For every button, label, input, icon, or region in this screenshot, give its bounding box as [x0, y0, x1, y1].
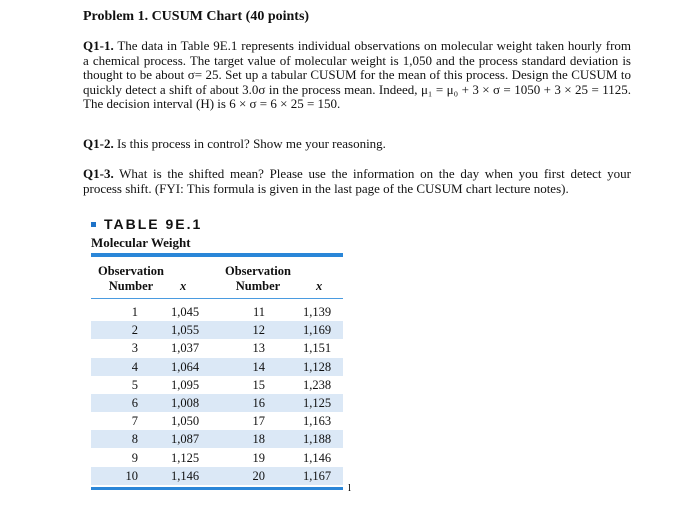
question-1-2	[83, 137, 631, 152]
observation-number-cell: 19	[252, 450, 265, 465]
observation-number-cell: 13	[252, 341, 265, 356]
column-header-observation-2-line2: Number	[235, 279, 281, 293]
table-top-rule	[91, 253, 343, 257]
observation-number-cell: 8	[131, 432, 138, 447]
observation-number-cell: 4	[131, 359, 138, 374]
molecular-weight-cell: 1,037	[171, 341, 200, 356]
column-header-observation-2	[218, 264, 298, 294]
observation-number-cell: 14	[252, 359, 265, 374]
question-1-1-label: Q1-1.	[83, 38, 114, 53]
molecular-weight-cell: 1,128	[303, 359, 332, 374]
molecular-weight-cell: 1,087	[171, 432, 200, 447]
observation-number-cell: 20	[252, 468, 265, 483]
molecular-weight-cell: 1,045	[171, 305, 200, 319]
table-header-rule	[91, 298, 343, 299]
question-1-1-text: The data in Table 9E.1 represents individual observations on molecular weight taken hourly from a chemical process. The target value of molecular weight is 1,050 and the process standard deviation is thought to be about σ= 25. Set up a tabular CUSUM for the mean of this process. Design the CUSUM to quickly detect a shift of about 3.0σ in the process mean. Indeed, μ₁ = μ₀ + 3 × σ = 1050 + 3 × 25 = 1125. The decision interval (H) is 6 × σ = 6 × 25 = 150.	[83, 38, 632, 112]
observation-number-cell: 5	[131, 377, 138, 392]
molecular-weight-cell: 1,169	[303, 323, 332, 338]
observation-number-cell: 1	[131, 305, 138, 319]
observation-number-cell: 12	[252, 323, 265, 338]
molecular-weight-cell: 1,055	[171, 323, 200, 338]
molecular-weight-cell: 1,125	[303, 396, 332, 410]
observation-number-cell: 17	[252, 414, 265, 429]
observation-number-cell: 16	[252, 396, 265, 410]
square-bullet-icon	[91, 222, 96, 227]
column-header-observation-1-line2: Number	[108, 279, 154, 293]
molecular-weight-cell: 1,008	[171, 396, 200, 410]
molecular-weight-cell: 1,238	[303, 377, 332, 392]
column-header-observation-1	[91, 264, 171, 294]
table-caption: Molecular Weight	[91, 235, 191, 250]
molecular-weight-cell: 1,146	[303, 450, 332, 465]
stray-mark: l	[348, 482, 352, 494]
molecular-weight-cell: 1,167	[303, 468, 332, 483]
observation-number-cell: 6	[131, 396, 138, 410]
molecular-weight-cell: 1,139	[303, 305, 332, 319]
column-header-observation-2-line1: Observation	[225, 264, 291, 278]
question-1-2-label: Q1-2.	[83, 136, 114, 151]
observation-number-cell: 11	[252, 305, 265, 319]
table-bottom-rule	[91, 487, 343, 490]
molecular-weight-cell: 1,095	[171, 377, 200, 392]
observation-number-cell: 15	[252, 377, 265, 392]
observation-number-cell: 10	[125, 468, 138, 483]
observation-number-cell: 9	[131, 450, 138, 465]
observation-number-cell: 2	[131, 323, 138, 338]
table-heading	[91, 216, 202, 232]
question-1-3-text: What is the shifted mean? Please use the information on the day when you first detect your process shift. (FYI: This formula is given in the last page of the CUSUM chart lecture notes).	[83, 166, 632, 196]
problem-title: Problem 1. CUSUM Chart (40 points)	[83, 9, 310, 24]
observation-number-cell: 3	[131, 341, 138, 356]
molecular-weight-cell: 1,146	[171, 468, 200, 483]
observation-number-cell: 7	[131, 414, 138, 429]
molecular-weight-cell: 1,188	[303, 432, 332, 447]
question-1-3-label: Q1-3.	[83, 166, 114, 181]
molecular-weight-cell: 1,064	[171, 359, 200, 374]
column-header-x-2: x	[316, 279, 323, 293]
table-heading-text: TABLE 9E.1	[104, 216, 203, 232]
molecular-weight-cell: 1,125	[171, 450, 200, 465]
molecular-weight-cell: 1,151	[303, 341, 332, 356]
molecular-weight-cell: 1,163	[303, 414, 332, 429]
column-header-observation-1-line1: Observation	[98, 264, 164, 278]
column-header-x-1: x	[180, 279, 187, 293]
question-1-3	[83, 167, 631, 196]
observation-number-cell: 18	[252, 432, 265, 447]
molecular-weight-cell: 1,050	[171, 414, 200, 429]
question-1-2-text: Is this process in control? Show me your reasoning.	[116, 136, 386, 151]
question-1-1	[83, 39, 631, 112]
